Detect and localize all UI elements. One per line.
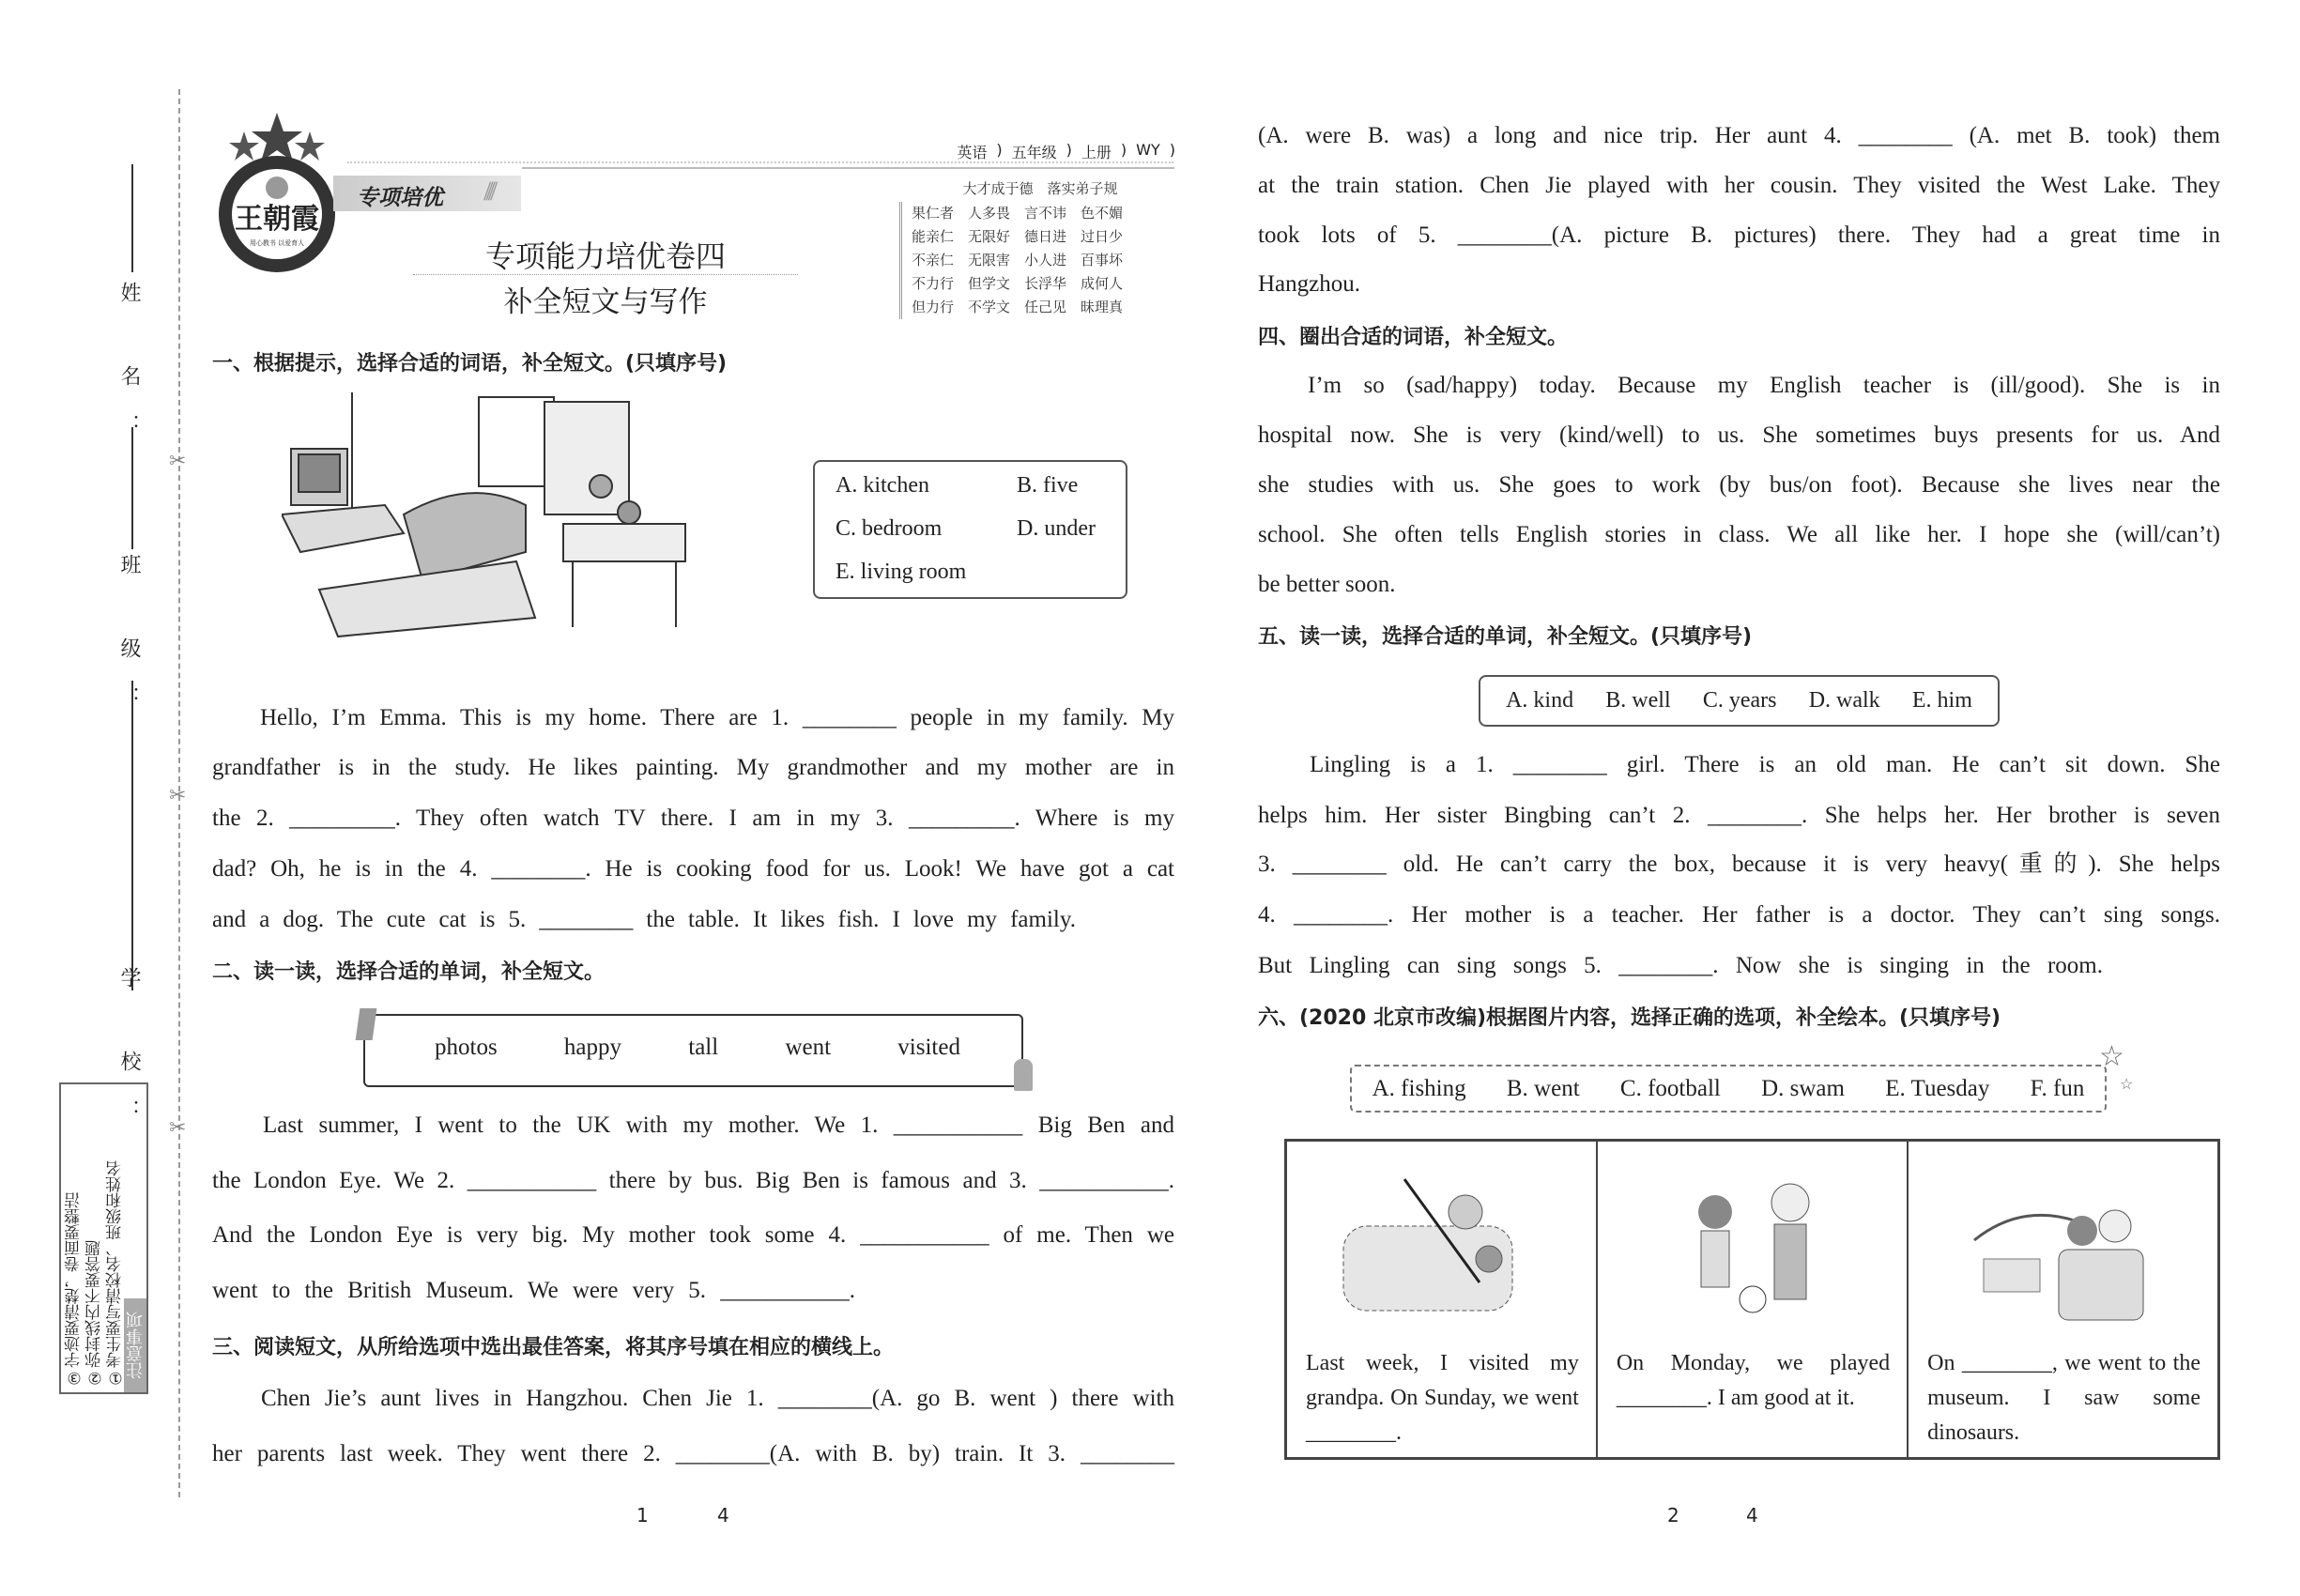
crumb-subject: 英语 <box>957 144 988 161</box>
page-total: 4 <box>717 1504 729 1527</box>
option-d: D. swam <box>1761 1075 1845 1101</box>
text-line: the London Eye. We 2. ___________ there by bus. Big Ben is famous and 3. ___________. <box>212 1168 1174 1193</box>
notice-1: ①考生要写清校名、班级和姓名 <box>106 1160 125 1387</box>
section1-heading: 一、根据提示，选择合适的词语，补全短文。(只填序号) <box>212 352 728 376</box>
football-illustration <box>1673 1179 1832 1320</box>
section6-options <box>1350 1065 2107 1113</box>
text-line: hospital now. She is very (kind/well) to us. She sometimes buys presents for us. And <box>1258 422 2220 448</box>
panel-text: On ________, we went to the museum. I saw some dinosaurs. <box>1927 1351 2200 1445</box>
banner-stripes: //// <box>483 176 493 207</box>
class-label: 班 级： <box>117 554 141 735</box>
name-label: 姓 名： <box>117 282 141 463</box>
text-line: Last summer, I went to the UK with my mother. We 1. ___________ Big Ben and <box>263 1113 1174 1138</box>
page-number: 1 <box>636 1504 649 1527</box>
motto-row: 但力行 不学文 任己见 昧理真 <box>912 299 1124 315</box>
text-line: and a dog. The cute cat is 5. ________ the table. It likes fish. I love my family. <box>212 907 1076 932</box>
panel-museum <box>1908 1141 2218 1459</box>
section4-heading: 四、圈出合适的词语，补全短文。 <box>1258 326 1569 349</box>
museum-illustration <box>1965 1184 2153 1325</box>
scissor-icon: ✂ <box>169 1115 187 1139</box>
word: photos <box>435 1035 498 1060</box>
text-line: I’m so (sad/happy) today. Because my English teacher is (ill/good). She is in <box>1308 373 2220 398</box>
school-line <box>131 681 133 990</box>
motto-row: 果仁者 人多畏 言不讳 色不媚 <box>912 205 1124 222</box>
word: visited <box>897 1035 960 1060</box>
text-line: grandfather is in the study. He likes painting. My grandmother and my mother are in <box>212 755 1174 780</box>
option-c: C. bedroom <box>836 516 943 541</box>
text-line: be better soon. <box>1258 572 1396 597</box>
text-line: Lingling is a 1. ________ girl. There is an old man. He can’t sit down. She <box>1310 752 2220 777</box>
text-line: the 2. _________. They often watch TV there. I am in my 3. _________. Where is my <box>212 806 1174 831</box>
option-e: E. him <box>1911 688 1972 713</box>
page-subtitle: 补全短文与写作 <box>503 285 708 319</box>
option-a: A. fishing <box>1372 1075 1466 1101</box>
logo-slogan: 用心教书 以爱育人 <box>249 239 305 247</box>
panel-fishing <box>1286 1141 1597 1459</box>
banner-label: 专项培优 <box>357 186 443 210</box>
text-line: But Lingling can sing songs 5. ________. Now she is singing in the room. <box>1258 953 2103 978</box>
house-illustration <box>282 392 728 668</box>
motto-row: 不力行 但学文 长浮华 成何人 <box>912 275 1124 292</box>
scissor-icon: ✂ <box>169 783 187 806</box>
notice-2: ②弥封线内不要答题 <box>85 1240 104 1387</box>
breadcrumb: 英语 ) 五年级 ) 上册 ) WY ) <box>957 141 1175 161</box>
option-e: E. Tuesday <box>1885 1075 1990 1101</box>
fishing-illustration <box>1339 1170 1536 1320</box>
section6-heading: 六、(2020 北京市改编)根据图片内容，选择正确的选项，补全绘本。(只填序号) <box>1258 1006 2001 1030</box>
word: went <box>785 1035 832 1060</box>
school-label: 学 校： <box>117 967 141 1148</box>
header-rule <box>522 167 1174 169</box>
title-divider <box>413 274 798 275</box>
option-a: A. kitchen <box>836 473 929 498</box>
option-c: C. years <box>1702 688 1777 713</box>
option-f: F. fun <box>2030 1075 2085 1101</box>
text-line: 4. ________. Her mother is a teacher. Her father is a doctor. They can’t sing songs. <box>1258 902 2220 928</box>
word: happy <box>563 1035 622 1060</box>
word: tall <box>688 1035 719 1060</box>
star-icon: ☆ <box>2099 1041 2124 1072</box>
motto-block <box>899 178 1181 319</box>
name-line <box>131 164 133 272</box>
publisher-logo <box>216 111 338 289</box>
text-line: (A. were B. was) a long and nice trip. Her aunt 4. ________ (A. met B. took) them <box>1258 123 2220 148</box>
text-line: at the train station. Chen Jie played with her cousin. They visited the West Lake. They <box>1258 173 2220 198</box>
class-line <box>131 427 133 549</box>
text-line: Chen Jie’s aunt lives in Hangzhou. Chen Jie 1. ________(A. go B. went ) there with <box>261 1386 1174 1411</box>
text-line: her parents last week. They went there 2. ________(A. with B. by) train. It 3. ________ <box>212 1441 1174 1466</box>
star-icon: ☆ <box>2120 1077 2134 1093</box>
crumb-grade: 五年级 <box>1011 144 1057 161</box>
text-line: 3. ________ old. He can’t carry the box, because it is very heavy(重的). She helps <box>1258 852 2220 877</box>
text-line: she studies with us. She goes to work (by bus/on foot). Because she lives near the <box>1258 472 2220 498</box>
gift-icon <box>1014 1059 1033 1091</box>
panel-football <box>1597 1141 1908 1459</box>
text-line: Hello, I’m Emma. This is my home. There are 1. ________ people in my family. My <box>260 705 1174 730</box>
motto-row: 不亲仁 无限害 小人进 百事坏 <box>912 252 1124 269</box>
crumb-volume: 上册 <box>1081 144 1112 161</box>
text-line: Hangzhou. <box>1258 271 1360 297</box>
option-d: D. under <box>1017 516 1096 541</box>
notice-3: ③字迹要清楚，卷面要整洁 <box>65 1192 84 1387</box>
section2-heading: 二、读一读，选择合适的单词，补全短文。 <box>212 960 606 984</box>
picture-book-table <box>1284 1139 2220 1460</box>
page-number: 2 <box>1667 1504 1679 1527</box>
section-banner <box>333 176 521 211</box>
text-line: took lots of 5. ________(A. picture B. pictures) there. They had a great time in <box>1258 223 2220 248</box>
notice-title: 注意事项 <box>124 1298 146 1392</box>
motto-row: 能亲仁 无限好 德日进 过日少 <box>912 228 1124 245</box>
option-b: B. went <box>1506 1075 1580 1101</box>
section5-heading: 五、读一读，选择合适的单词，补全短文。(只填序号) <box>1258 625 1753 649</box>
scissor-icon: ✂ <box>169 449 187 472</box>
page-total: 4 <box>1746 1504 1758 1527</box>
notice-box <box>59 1082 148 1394</box>
section5-options <box>1479 675 2000 727</box>
flag-icon <box>356 1008 377 1040</box>
page-title: 专项能力培优卷四 <box>484 238 726 274</box>
panel-text: Last week, I visited my grandpa. On Sunday, we went ________. <box>1306 1351 1579 1445</box>
motto-title: 大才成于德 落实弟子规 <box>962 180 1118 197</box>
text-line: went to the British Museum. We were very 5. ___________. <box>212 1278 855 1303</box>
text-line: school. She often tells English stories in class. We all like her. I hope she (will/can’t) <box>1258 522 2220 547</box>
option-a: A. kind <box>1506 688 1574 713</box>
panel-text: On Monday, we played ________. I am good at it. <box>1616 1351 1891 1410</box>
text-line: And the London Eye is very big. My mother took some 4. ___________ of me. Then we <box>212 1222 1174 1248</box>
text-line: helps him. Her sister Bingbing can’t 2. ________. She helps her. Her brother is seven <box>1258 803 2220 828</box>
option-b: B. well <box>1605 688 1671 713</box>
option-e: E. living room <box>836 560 967 584</box>
text-line: dad? Oh, he is in the 4. ________. He is cooking food for us. Look! We have got a cat <box>212 856 1174 882</box>
section1-options <box>813 460 1127 599</box>
option-c: C. football <box>1619 1075 1721 1101</box>
word-bank <box>363 1014 1023 1087</box>
crumb-edition: WY <box>1136 141 1160 159</box>
section3-heading: 三、阅读短文，从所给选项中选出最佳答案，将其序号填在相应的横线上。 <box>212 1336 895 1359</box>
option-b: B. five <box>1017 473 1079 498</box>
logo-text: 王朝霞 <box>235 203 319 236</box>
option-d: D. walk <box>1808 688 1880 713</box>
